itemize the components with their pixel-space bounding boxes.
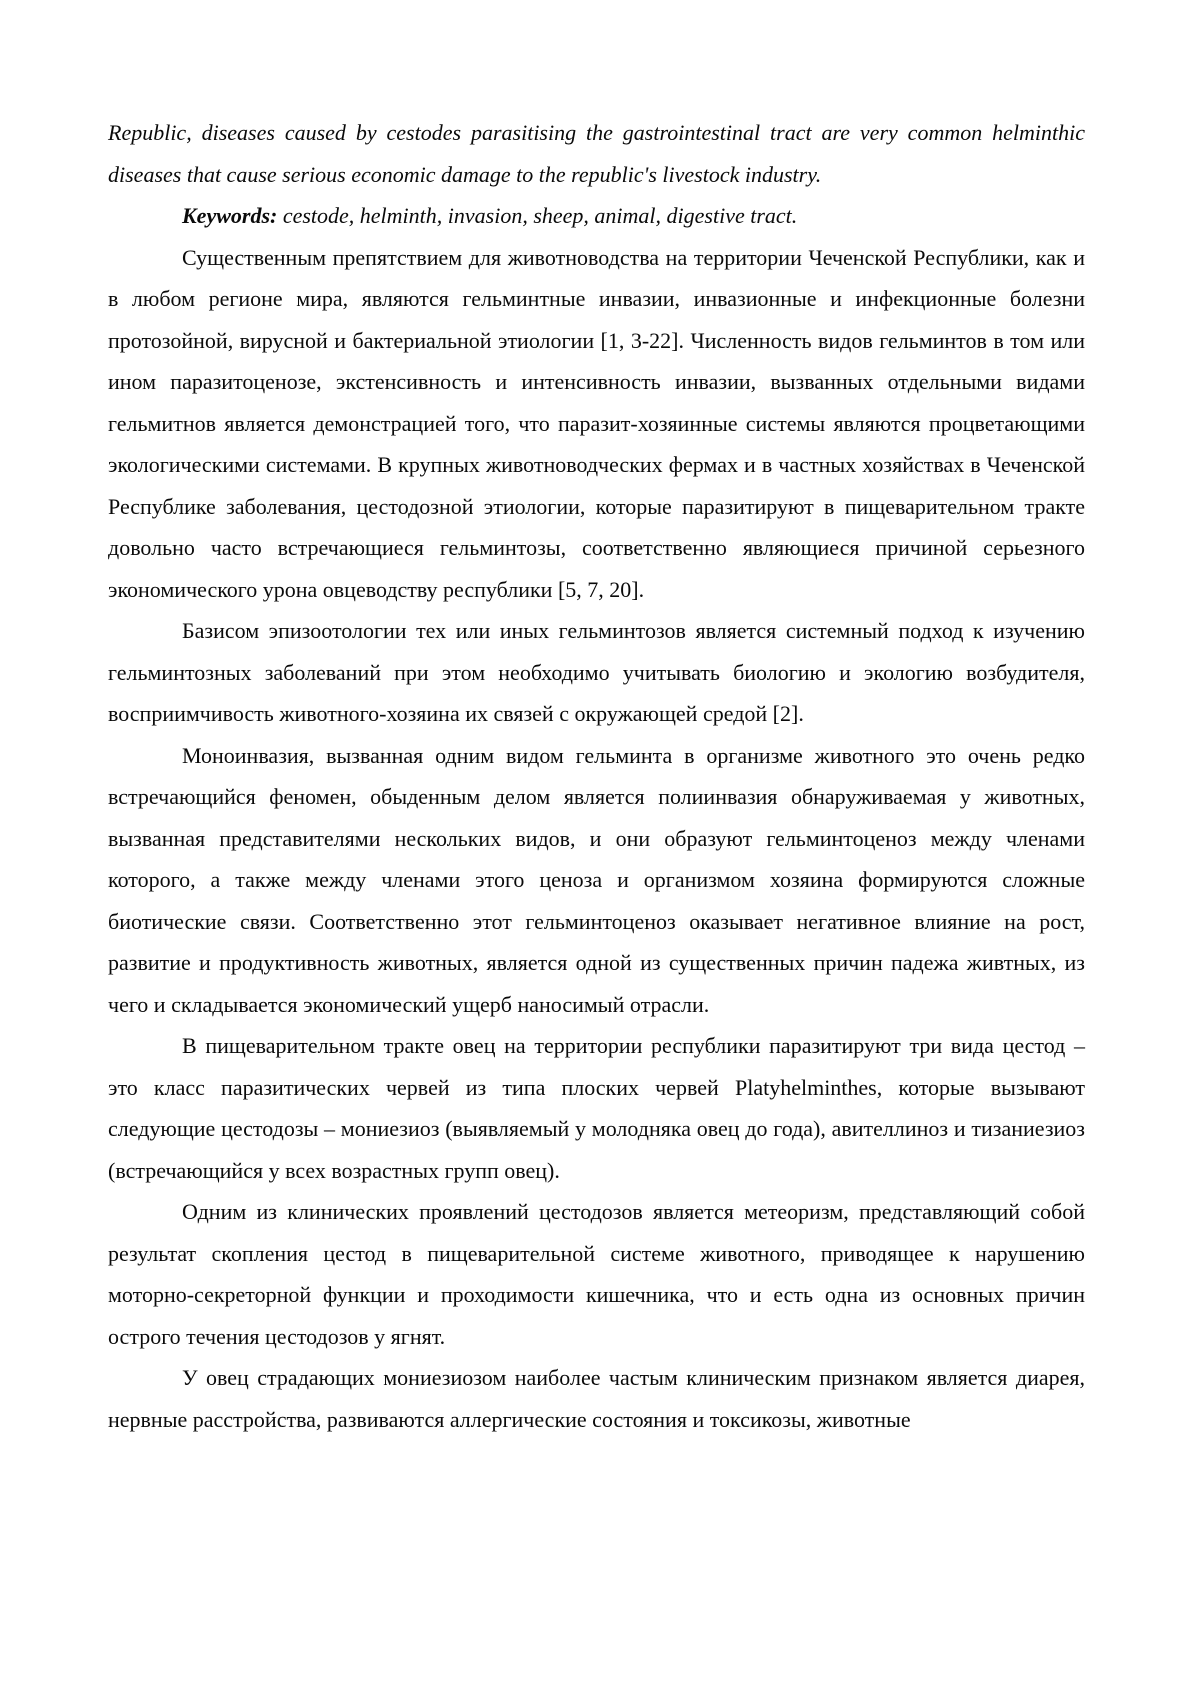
paragraph-clinical-meteorism: Одним из клинических проявлений цестодозов является метеоризм, представляющий собой результат скопления цестод в пищеварительной системе животного, приводящее к нарушению моторно-секреторной функции и проходимости кишечника, что и есть одна из основных причин острого течения цестодозов у ягнят. [108, 1199, 1085, 1349]
paragraph-three-cestode-species: В пищеварительном тракте овец на территории республики паразитируют три вида цестод – это класс паразитических червей из типа плоских червей Platyhelminthes, которые вызывают следующие цестодозы – мониезиоз (выявляемый у молодняка овец до года), авителлиноз и тизаниезиоз (встречающийся у всех возрастных групп овец). [108, 1033, 1085, 1183]
body-russian-section [108, 237, 1085, 1441]
paragraph-moniesiosis-signs: У овец страдающих мониезиозом наиболее частым клиническим признаком является диарея, нервные расстройства, развиваются аллергические состояния и токсикозы, животные [108, 1365, 1085, 1432]
keywords-text: cestode, helminth, invasion, sheep, animal, digestive tract. [282, 203, 798, 228]
abstract-text: Republic, diseases caused by cestodes parasitising the gastrointestinal tract are very common helminthic diseases that cause serious economic damage to the republic's livestock industry. [108, 120, 1085, 187]
abstract-english-section [108, 112, 1085, 237]
keywords-label: Keywords: [182, 203, 278, 228]
paragraph-monoinvasion: Моноинвазия, вызванная одним видом гельминта в организме животного это очень редко встречающийся феномен, обыденным делом является полиинвазия обнаруживаемая у животных, вызванная представителями нескольких видов, и они образуют гельминтоценоз между членами которого, а также между членами этого ценоза и организмом хозяина формируются сложные биотические связи. Соответственно этот гельминтоценоз оказывает негативное влияние на рост, развитие и продуктивность животных, является одной из существенных причин падежа живтных, из чего и складывается экономический ущерб наносимый отрасли. [108, 742, 1085, 1017]
paragraph-intro: Существенным препятствием для животноводства на территории Чеченской Республики, как и в любом регионе мира, являются гельминтные инвазии, инвазионные и инфекционные болезни протозойной, вирусной и бактериальной этиологии [1, 3-22]. Численность видов гельминтов в том или ином паразитоценозе, экстенсивность и интенсивность инвазии, вызванных отдельными видами гельмитнов является демонстрацией того, что паразит-хозяинные системы являются процветающими экологическими системами. В крупных животноводческих фермах и в частных хозяйствах в Чеченской Республике заболевания, цестодозной этиологии, которые паразитируют в пищеварительном тракте довольно часто встречающиеся гельминтозы, соответственно являющиеся причиной серьезного экономического урона овцеводству республики [5, 7, 20]. [108, 244, 1085, 602]
keywords-line [108, 195, 1085, 237]
paragraph-epizootology-basis: Базисом эпизоотологии тех или иных гельминтозов является системный подход к изучению гельминтозных заболеваний при этом необходимо учитывать биологию и экологию возбудителя, восприимчивость животного-хозяина их связей с окружающей средой [2]. [108, 618, 1085, 726]
